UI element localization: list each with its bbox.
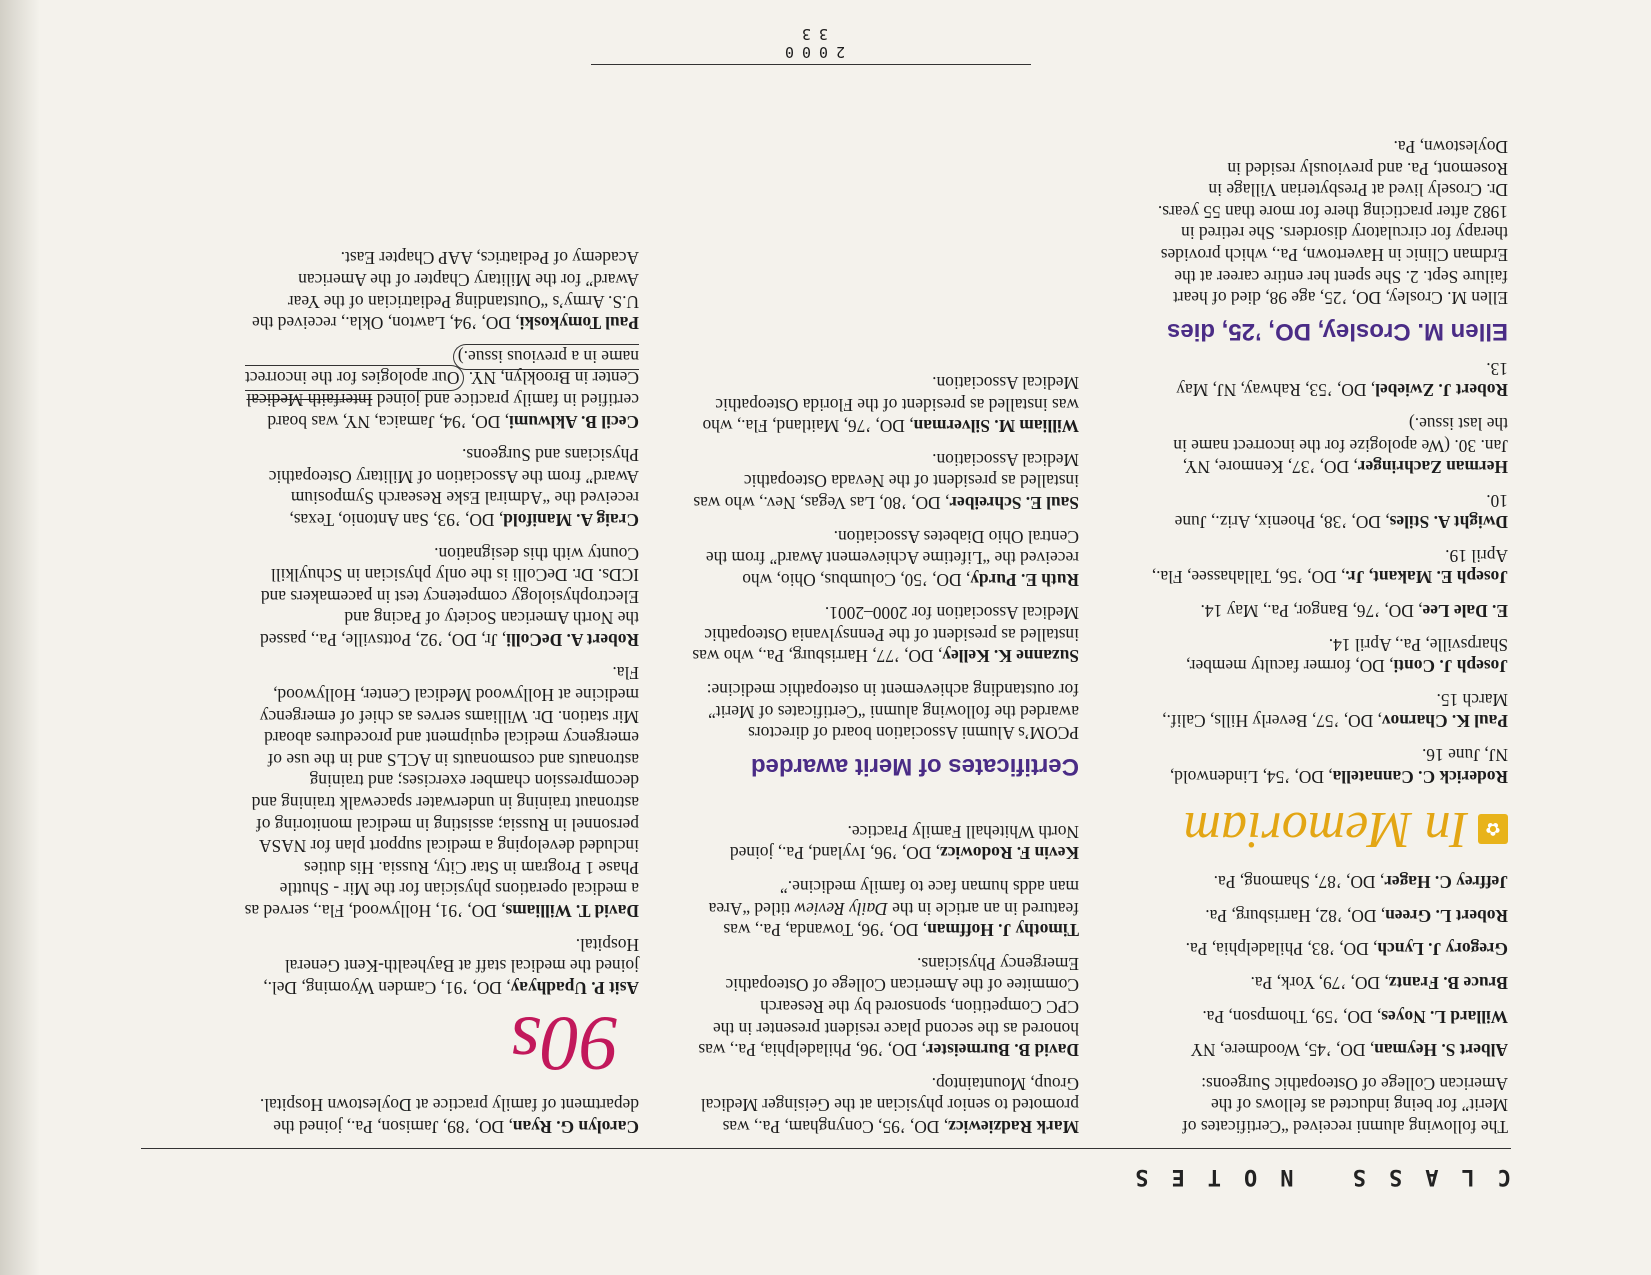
entry-name: Herman Zachringer (1357, 457, 1508, 478)
entry-body: , DO, ’93, San Antonio, Texas, received the “Admiral Eske Research Symposium Award” from the Association of Military Osteopathic Physicians and Surgeons. (268, 445, 639, 530)
entry-body: , DO, ’91, Hollywood, Fla., served as a medical operations physician for the Mir - Shuttle Phase 1 Program in Star City, Russia. His duties included developing a medical support plan for NASA personnel in Russia; assisting in medical monitoring of astronaut training in underwater spacewalk training and decompression chamber exercises; and training astronauts and cosmonauts in ACLS and in the use of emergency medical equipment and procedures aboard Mir station. Dr. Williams serves as chief of emergency medicine at Hollywood Medical Center, Hollywood, Fla. (244, 663, 639, 922)
in-memoriam-title: In Memoriam (1183, 800, 1468, 858)
entry-body: , DO, ’50, Columbus, Ohio, who received the “Lifetime Achievement Award” from the Central Ohio Diabetes Association. (705, 526, 1079, 590)
fellow-entry (1151, 1039, 1508, 1061)
entry-body: , DO, ’59, Thompson, Pa. (1202, 1006, 1382, 1027)
entry-name: Albert S. Heyman (1374, 1040, 1508, 1061)
note-entry (244, 1094, 639, 1137)
obituary-body: Ellen M. Crosley, DO, ’25, age 98, died of heart failure Sept. 2. She spent her entire career at the Erdman Clinic in Havertown, Pa., which provides therapy for circulatory disorders. She retired in 1982 after practicing there for more than 55 years. Dr. Crosely lived at Presbyterian Village in Rosemont, Pa. and previously resided in Doylestown, Pa. (1157, 137, 1508, 309)
entry-body-italic: Daily Review (794, 898, 888, 919)
certificates-heading: Certificates of Merit awarded (750, 753, 1079, 781)
entry-name: William M. Silverman (913, 416, 1079, 437)
entry-name: David T. Williams (505, 901, 639, 922)
entry-name: Joseph E. Makant, Jr. (1345, 567, 1508, 588)
note-entry (244, 662, 639, 921)
column-left (1151, 123, 1508, 1137)
memoriam-entry (1151, 544, 1508, 587)
entry-body: , DO, ’76, Maitland, Fla., who was installed as president of the Florida Osteopathic Medical Association. (702, 372, 1079, 437)
entry-name: E. Dale Lee (1422, 601, 1508, 622)
entry-body: , DO, ’57, Beverly Hills, Calif., March 15. (1162, 689, 1508, 732)
entry-name: Willard L. Noyes (1381, 1006, 1508, 1027)
entry-body: , DO, ’87, Shamong, Pa. (1213, 872, 1385, 893)
entry-name: Jeffrey C. Hager (1384, 872, 1508, 893)
page-number: 33 (793, 25, 829, 43)
fellow-entry (1151, 1005, 1508, 1027)
memoriam-list (1151, 357, 1508, 787)
section-label: CLASS NOTES (1112, 1164, 1511, 1189)
entry-body: , DO, ’82, Harrisburg, Pa. (1205, 905, 1386, 926)
entry-body: , DO, ’96, Philadelphia, Pa., was honored as the second place resident presenter in the CPC Competition, sponsored by the Research Commitee of the American College of Osteopathic Emergency Physicians. (698, 953, 1079, 1061)
note-entry (244, 933, 639, 998)
entry-body: , DO, ’96, Ivyland, Pa., joined North Whitehall Family Practice. (729, 821, 1079, 864)
fellow-entry (1151, 938, 1508, 960)
note-entry (689, 1072, 1079, 1137)
page-footer (591, 25, 1031, 65)
entry-name: Craig A. Manifold (503, 509, 639, 530)
entry-name: Robert L. Green (1385, 905, 1508, 926)
entry-body: , DO, ’95, Conyngham, Pa., was promoted to senior physician at the Geisinger Medical Group, Mountaintop. (700, 1073, 1079, 1137)
memoriam-entry (1151, 412, 1508, 477)
memoriam-entry (1151, 357, 1508, 400)
memoriam-entry (1151, 633, 1508, 676)
entry-body: titled “Area man adds human face to family medicine.” (708, 877, 1079, 919)
entry-body: Center in Brooklyn, NY. (464, 368, 639, 389)
entry-name: Paul K. Charnov (1381, 711, 1508, 732)
entry-name: Timothy J. Hoffman (927, 920, 1079, 941)
cert-entry (689, 602, 1079, 667)
footer-year: 2000 (776, 43, 846, 61)
cert-entry (689, 448, 1079, 513)
entry-body: , Jr, DO, ’92, Pottsville, Pa., passed the North American Society of Pacing and Electrophysiology competency test in pacemakers and ICDs. Dr. DeColli is the only physician in Schuylkill County with this designation. (260, 543, 639, 650)
memoriam-entry (1151, 688, 1508, 731)
entry-body: , DO, ’53, Rahway, NJ, May 13. (1176, 358, 1508, 401)
entry-name: Bruce B. Frantz (1388, 973, 1508, 994)
memoriam-entry (1151, 600, 1508, 622)
flower-emblem-icon: ✿ (1478, 814, 1508, 844)
fellow-entry (1151, 871, 1508, 893)
struck-text: Interfaith Medical (246, 389, 373, 410)
entry-name: Ruth E. Purdy (970, 569, 1079, 590)
entry-body: , DO, ’37, Kenmore, NY, Jan. 30. (We apologize for the incorrect name in the last issue.) (1173, 413, 1508, 478)
entry-body: , DO, ’83, Philadelphia, Pa. (1185, 939, 1378, 960)
entry-name: Cecil B. Aklwumi (509, 411, 639, 432)
entry-body: , DO, ’94, Lawton, Okla., received the U.S. Army’s “Outstanding Pediatrician of the Year Award” for the Military Chapter of the American Academy of Pediatrics, AAP Chapter East. (252, 248, 639, 334)
entry-body: , DO, ’45, Woodmere, NY (1190, 1040, 1375, 1061)
fellow-entry (1151, 904, 1508, 926)
memoriam-entry (1151, 489, 1508, 532)
fellows-intro: The following alumni received “Certificates of Merit” for being inducted as fellows of the American College of Osteopathic Surgeons: (1182, 1073, 1508, 1137)
certificates-intro: PCOM’s Alumni Association board of directors awarded the following alumni “Certificates of Merit” for outstanding achievement in osteopathic medicine: (706, 680, 1079, 744)
note-entry (244, 542, 639, 650)
note-entry (244, 247, 639, 333)
note-entry (689, 952, 1079, 1060)
note-entry (244, 345, 639, 431)
entry-name: Gregory J. Lynch (1377, 939, 1508, 960)
entry-body: , DO, ’79, York, Pa. (1250, 973, 1389, 994)
memoriam-entry (1151, 743, 1508, 786)
entry-name: Robert J. Zwiebel (1375, 380, 1508, 401)
page-spine-shadow (0, 0, 40, 1275)
entry-name: Dwight A. Stiles (1389, 512, 1508, 533)
handwritten-correction-circle: Our apologies for the incorrect name in a previous issue.) (245, 344, 639, 392)
section-header (141, 1148, 1511, 1195)
cert-entry (689, 525, 1079, 590)
entry-body: , DO, ’89, Jamison, Pa., joined the department of family practice at Doylestown Hospital. (259, 1095, 639, 1137)
entry-body: , DO, ’77, Harrisburg, Pa., who was installed as president of the Pennsylvania Osteopathic Medical Association for 2000–2001. (692, 603, 1079, 667)
entry-name: Roderick C. Cannatella (1332, 766, 1508, 787)
note-entry (244, 444, 639, 530)
entry-body: , DO, ’54, Lindenwold, NJ, June 16. (1169, 745, 1508, 787)
column-right (244, 235, 639, 1137)
entry-name: Suzanne K. Kelley (942, 646, 1079, 667)
entry-name: Robert A. DeColli (506, 629, 639, 650)
cert-entry (689, 371, 1079, 436)
entry-body: , DO, ’80, Las Vegas, Nev., who was installed as president of the Nevada Osteopathic Medical Association. (693, 449, 1079, 513)
entry-body: , DO, ’56, Tallahassee, Fla., April 19. (1151, 545, 1508, 588)
in-memoriam-heading (1151, 801, 1508, 857)
entry-body: , DO, ’38, Phoenix, Ariz., June 10. (1174, 490, 1508, 533)
obituary-heading: Ellen M. Crosley, DO, ’25, dies (1166, 318, 1508, 346)
fellows-list (1151, 871, 1508, 1061)
entry-body: , DO, ’76, Bangor, Pa., May 14. (1200, 601, 1423, 622)
entry-name: Saul E. Schreiber (949, 492, 1079, 513)
column-middle (689, 359, 1079, 1137)
entry-name: Paul Tomykoski (519, 313, 639, 334)
entry-body: , DO, ’91, Camden Wyoming, Del., joined the medical staff at Bayhealth-Kent General Hospital. (263, 934, 639, 998)
note-entry (689, 875, 1079, 940)
entry-body: , DO, ’94, Jamaica, NY, was board certified in family practice and joined (267, 389, 639, 432)
entry-name: Asit P. Upadhyay (510, 977, 639, 998)
note-entry (689, 820, 1079, 863)
entry-body: , DO, former faculty member, Sharpsville, Pa., April 14. (1186, 634, 1508, 677)
entry-name: Kevin F. Rodowicz (940, 843, 1079, 864)
entry-name: Joseph J. Conti (1393, 656, 1508, 677)
entry-name: Mark Radziewicz (948, 1117, 1079, 1137)
decade-heading: 90s (510, 1000, 619, 1088)
entry-name: David B. Burmeister (925, 1040, 1079, 1061)
entry-body: , DO, ’96, Towanda, Pa., was featured in an article in the (723, 898, 1079, 941)
entry-name: Carolyn G. Ryan (512, 1117, 639, 1137)
fellow-entry (1151, 971, 1508, 993)
